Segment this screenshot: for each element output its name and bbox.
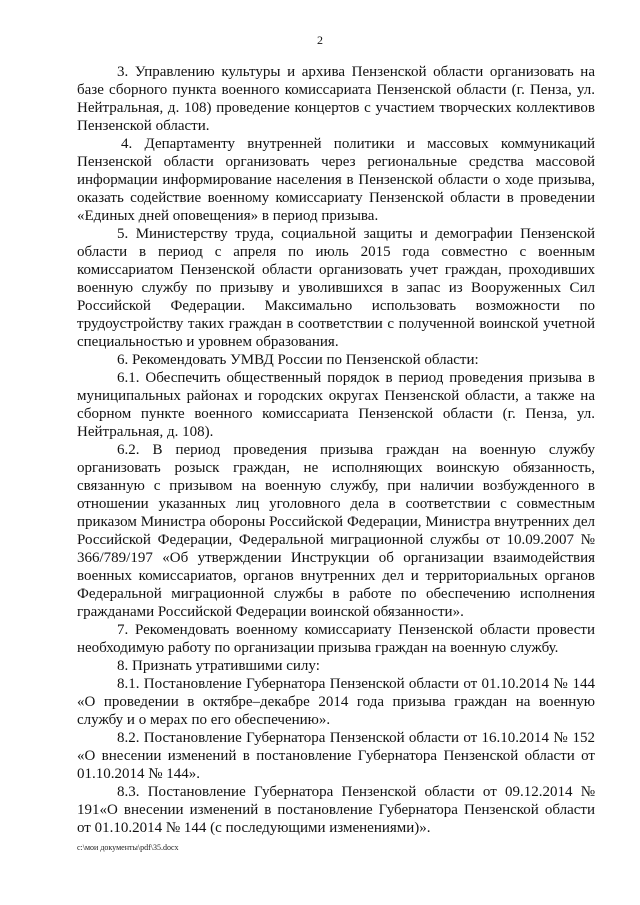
paragraph-4: 4. Департаменту внутренней политики и массовых коммуникаций Пензенской области организовать через региональные средства массовой информации информирование населения в Пензенской области о ходе призыва, оказать содействие военному комиссариату Пензенской области в проведении «Единых дней оповещения» в период призыва. <box>77 136 595 224</box>
paragraph-8-3: 8.3. Постановление Губернатора Пензенской области от 09.12.2014 № 191«О внесении изменений в постановление Губернатора Пензенской области от 01.10.2014 № 144 (с последующими изменениями)». <box>77 784 595 836</box>
document-body <box>77 63 595 837</box>
paragraph-8-1: 8.1. Постановление Губернатора Пензенской области от 01.10.2014 № 144 «О проведении в октябре–декабре 2014 года призыва граждан на военную службу и о мерах по его обеспечению». <box>77 676 595 728</box>
paragraph-6: 6. Рекомендовать УМВД России по Пензенской области: <box>117 352 479 368</box>
paragraph-5: 5. Министерству труда, социальной защиты и демографии Пензенской области в период с апреля по июль 2015 года совместно с военным комиссариатом Пензенской области организовать учет граждан, проходивших военную службу по призыву и уволившихся в запас из Вооруженных Сил Российской Федерации. Максимально использовать возможности по трудоустройству таких граждан в соответствии с полученной воинской учетной специальностью и уровнем образования. <box>77 226 595 350</box>
page-number: 2 <box>317 33 323 47</box>
paragraph-6-2: 6.2. В период проведения призыва граждан на военную службу организовать розыск граждан, не исполняющих воинскую обязанность, связанную с призывом на военную службу, при наличии возбужденного в отношении указанных лиц уголовного дела в соответствии с совместным приказом Министра обороны Российской Федерации, Министра внутренних дел Российской Федерации, Федеральной миграционной службы от 10.09.2007 № 366/789/197 «Об утверждении Инструкции об организации взаимодействия военных комиссариатов, органов внутренних дел и территориальных органов Федеральной миграционной службы в работе по обеспечению исполнения гражданами Российской Федерации воинской обязанности». <box>77 442 595 620</box>
file-path-footer: c:\мои документы\pdf\35.docx <box>77 843 179 852</box>
paragraph-8: 8. Признать утратившими силу: <box>117 658 320 674</box>
paragraph-6-1: 6.1. Обеспечить общественный порядок в период проведения призыва в муниципальных районах и городских округах Пензенской области, а также на сборном пункте военного комиссариата Пензенской области (г. Пенза, ул. Нейтральная, д. 108). <box>77 370 595 440</box>
paragraph-7: 7. Рекомендовать военному комиссариату Пензенской области провести необходимую работу по организации призыва граждан на военную службу. <box>77 622 595 656</box>
paragraph-8-2: 8.2. Постановление Губернатора Пензенской области от 16.10.2014 № 152 «О внесении изменений в постановление Губернатора Пензенской области от 01.10.2014 № 144». <box>77 730 595 782</box>
paragraph-3: 3. Управлению культуры и архива Пензенской области организовать на базе сборного пункта военного комиссариата Пензенской области (г. Пенза, ул. Нейтральная, д. 108) проведение концертов с участием творческих коллективов Пензенской области. <box>77 64 595 134</box>
